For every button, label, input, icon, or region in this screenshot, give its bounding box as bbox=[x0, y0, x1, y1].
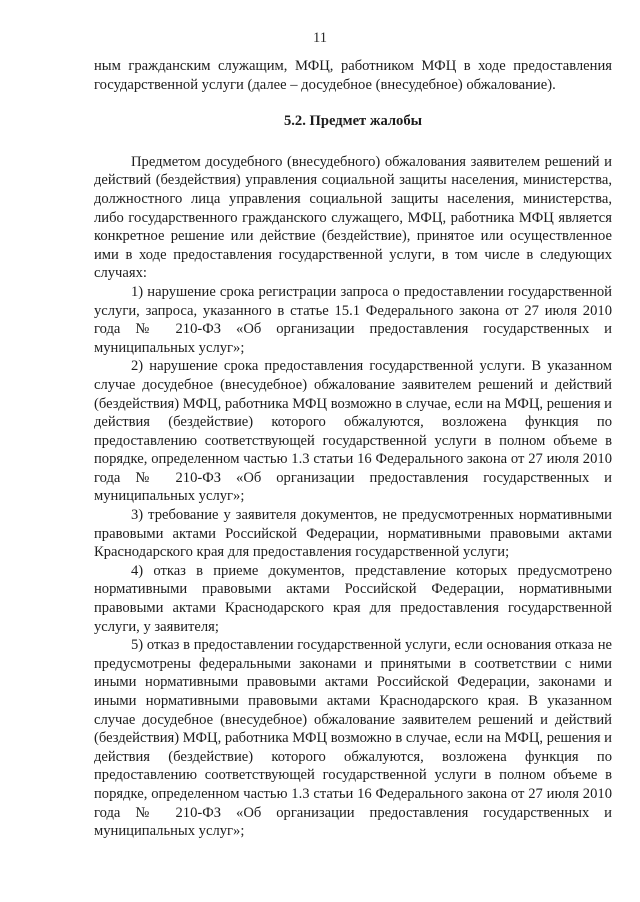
list-item-2: 2) нарушение срока предоставления государственной услуги. В указанном случае досудебное (внесудебное) обжалование заявителем решений и действий (бездействия) МФЦ, работника МФЦ возможно в случае, если на МФЦ, решения и действия (бездействие) которого обжалуются, возложена функция по предоставлению соответствующей государственной услуги в полном объеме в порядке, определенном частью 1.3 статьи 16 Федерального закона от 27 июля 2010 года № 210-ФЗ «Об организации предоставления государственных и муниципальных услуг»; bbox=[94, 358, 612, 505]
page-number: 11 bbox=[313, 30, 327, 46]
main-paragraph: Предметом досудебного (внесудебного) обжалования заявителем решений и действий (бездействия) управления социальной защиты населения, министерства, должностного лица управления социальной защиты населения, министерства, либо государственного гражданского служащего, МФЦ, работника МФЦ является конкретное решение или действие (бездействие), принятое или осуществленное ими в ходе предоставления государственной услуги, в том числе в следующих случаях: bbox=[94, 153, 612, 282]
list-item-3: 3) требование у заявителя документов, не предусмотренных нормативными правовыми актами Российской Федерации, нормативными правовыми актами Краснодарского края для предоставления государственной услуги; bbox=[94, 507, 612, 561]
intro-paragraph: ным гражданским служащим, МФЦ, работником МФЦ в ходе предоставления государственной услуги (далее – досудебное (внесудебное) обжалование). bbox=[94, 58, 612, 93]
section-title: 5.2. Предмет жалобы bbox=[283, 113, 423, 130]
document-body bbox=[94, 57, 612, 841]
list-item-1: 1) нарушение срока регистрации запроса о предоставлении государственной услуги, запроса, указанного в статье 15.1 Федерального закона от 27 июля 2010 года № 210-ФЗ «Об организации предоставления государственных и муниципальных услуг»; bbox=[94, 283, 612, 356]
list-item-5: 5) отказ в предоставлении государственной услуги, если основания отказа не предусмотрены федеральными законами и принятыми в соответствии с ними иными нормативными правовыми актами Российской Федерации, законами и иными нормативными правовыми актами Краснодарского края. В указанном случае досудебное (внесудебное) обжалование заявителем решений и действий (бездействия) МФЦ, работника МФЦ возможно в случае, если на МФЦ, решения и действия (бездействие) которого обжалуются, возложена функция по предоставлению соответствующей государственной услуги в полном объеме в порядке, определенном частью 1.3 статьи 16 Федерального закона от 27 июля 2010 года № 210-ФЗ «Об организации предоставления государственных и муниципальных услуг»; bbox=[94, 637, 612, 840]
list-item-4: 4) отказ в приеме документов, представление которых предусмотрено нормативными правовыми актами Российской Федерации, нормативными правовыми актами Краснодарского края для предоставления государственной услуги, у заявителя; bbox=[94, 562, 612, 635]
